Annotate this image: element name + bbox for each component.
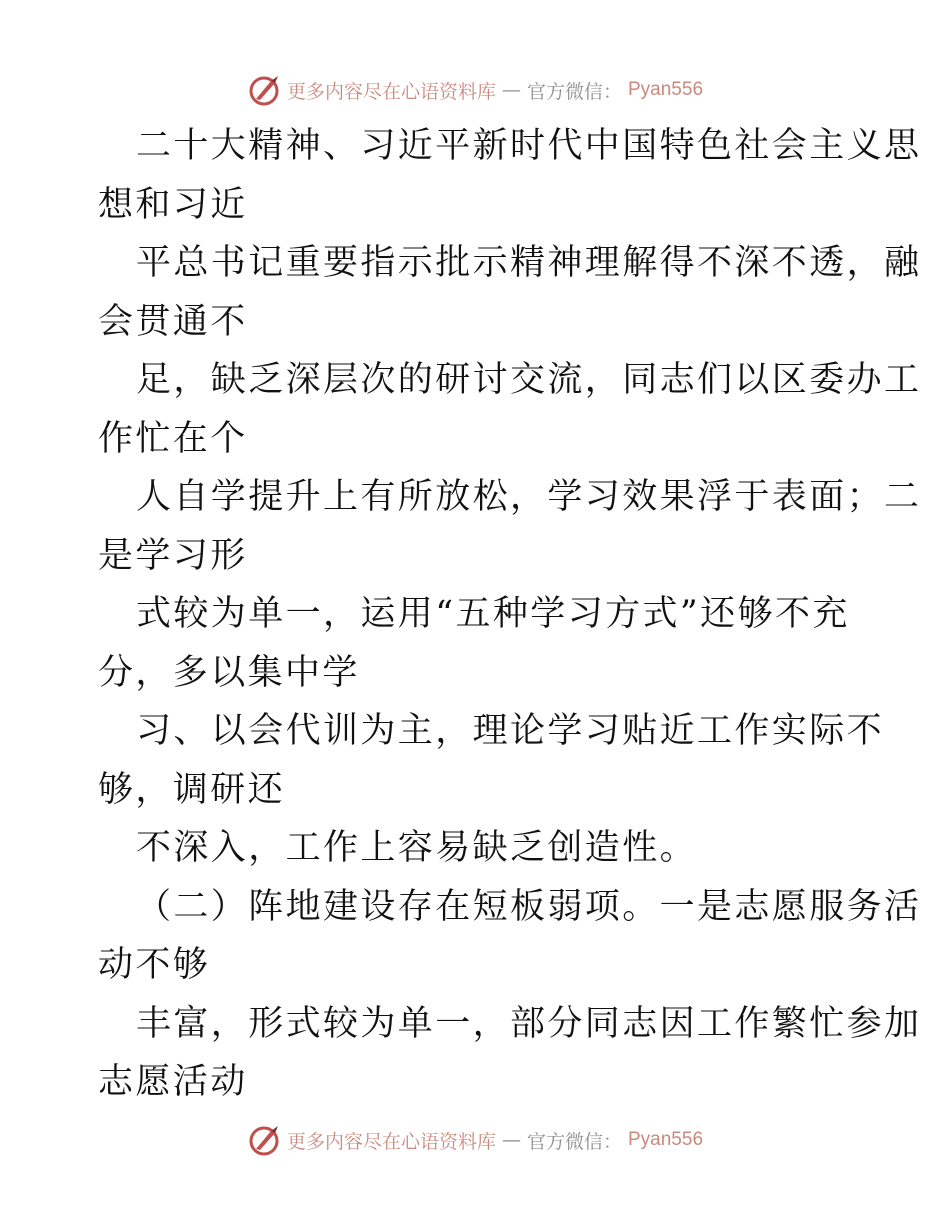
paragraph: [98, 117, 922, 234]
text-line: 不深入，工作上容易缺乏创造性。: [136, 828, 698, 868]
paragraph: [98, 234, 922, 351]
paragraph: [98, 819, 858, 878]
paragraph: [98, 995, 922, 1112]
paragraph: [98, 878, 922, 995]
watermark-label: 官方微信：: [526, 1130, 622, 1153]
paragraph: [98, 585, 858, 702]
watermark-wechat-id: Pyan556: [628, 79, 704, 100]
document-body: [98, 117, 922, 1112]
text-line: 二十大精神、习近平新时代中国特色社会主义思: [136, 126, 922, 166]
text-line: 想和习近: [98, 184, 248, 225]
text-line: 够，调研还: [98, 769, 286, 810]
watermark-site-text: 更多内容尽在心语资料库: [286, 1130, 496, 1153]
watermark-separator: —: [501, 1129, 521, 1151]
text-line: 动不够: [98, 945, 211, 985]
watermark-separator: —: [501, 79, 521, 101]
footer-watermark: [0, 1118, 950, 1162]
text-line: 分，多以集中学: [98, 652, 360, 693]
text-line: 志愿活动: [98, 1062, 248, 1102]
text-line: 平总书记重要指示批示精神理解得不深不透，融: [136, 243, 922, 283]
text-line: 是学习形: [98, 535, 248, 576]
text-line: 式较为单一，运用“五种学习方式”还够不充: [136, 594, 850, 634]
feather-pen-logo-icon: [247, 73, 281, 107]
feather-pen-logo-icon: [247, 1123, 281, 1157]
paragraph: [98, 468, 922, 585]
paragraph: [98, 702, 885, 819]
watermark-wechat-id: Pyan556: [628, 1129, 704, 1150]
text-line: 习、以会代训为主，理论学习贴近工作实际不: [136, 711, 885, 751]
text-line: 人自学提升上有所放松，学习效果浮于表面；二: [136, 477, 922, 517]
watermark-site-text: 更多内容尽在心语资料库: [286, 80, 496, 103]
paragraph: [98, 351, 922, 468]
text-line: 丰富，形式较为单一，部分同志因工作繁忙参加: [136, 1003, 922, 1044]
text-line: 作忙在个: [98, 418, 248, 459]
text-line: 会贯通不: [98, 301, 248, 342]
header-watermark: [0, 68, 950, 112]
text-line: 足，缺乏深层次的研讨交流，同志们以区委办工: [136, 360, 922, 400]
watermark-label: 官方微信：: [526, 80, 622, 103]
text-line: （二）阵地建设存在短板弱项。一是志愿服务活: [136, 886, 922, 927]
